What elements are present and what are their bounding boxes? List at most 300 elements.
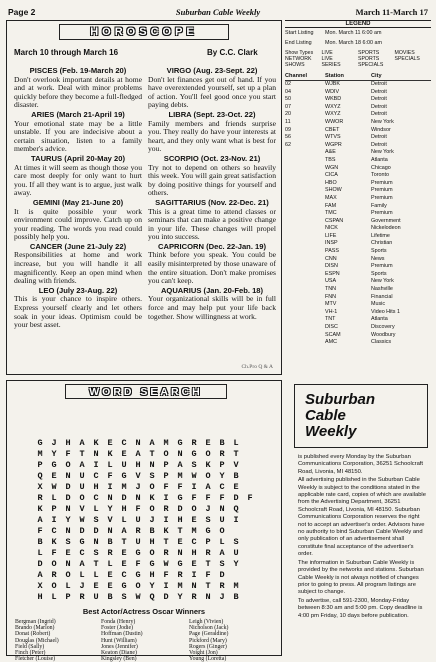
station-name: WTVS — [325, 134, 341, 141]
zodiac-forecast: At times it will seem as though those you care most deeply for only want to hurt you. If all they want is to argue, just walk away. — [14, 162, 142, 198]
show-type-label: NETWORK — [285, 56, 312, 62]
channel-row — [285, 256, 431, 264]
station-name: TNN — [325, 286, 337, 293]
grid-letter: G — [205, 526, 211, 536]
masthead-logo — [294, 384, 428, 448]
station-city: Sports — [371, 270, 387, 277]
station-city: Windsor — [371, 126, 391, 133]
channel-row — [285, 324, 431, 332]
grid-letter: N — [107, 526, 113, 536]
channel-row — [285, 271, 431, 279]
horoscope-credit: Ch.Pro Q & A — [241, 364, 273, 370]
grid-letter: F — [37, 526, 43, 536]
show-type-label: SPECIALS — [394, 56, 420, 62]
grid-letter: D — [93, 526, 99, 536]
grid-letter: I — [163, 493, 169, 503]
grid-letter: O — [79, 493, 85, 503]
station-name: WGPR — [325, 141, 342, 148]
grid-letter: J — [149, 515, 155, 525]
station-city: Sports — [371, 248, 387, 255]
channel-number — [285, 324, 325, 332]
show-type-label: SHOWS — [285, 62, 305, 68]
grid-letter: O — [149, 482, 155, 492]
horoscope-section — [6, 20, 282, 375]
grid-letter: O — [51, 581, 57, 591]
grid-letter: D — [177, 504, 183, 514]
channel-number — [285, 225, 325, 233]
word-list-item: Bergman (Ingrid) — [15, 619, 56, 625]
grid-letter: H — [37, 592, 43, 602]
grid-letter: D — [65, 493, 71, 503]
station-name: CBET — [325, 126, 340, 133]
grid-letter: T — [177, 526, 183, 536]
grid-letter: E — [121, 548, 127, 558]
grid-row — [33, 493, 257, 504]
word-list — [15, 619, 277, 662]
grid-letter: S — [121, 592, 127, 602]
column-header: City — [371, 73, 382, 79]
channel-row — [285, 195, 431, 203]
grid-letter: F — [163, 482, 169, 492]
grid-letter: N — [149, 460, 155, 470]
show-type-label: SPORTS — [358, 50, 380, 56]
grid-letter: G — [149, 559, 155, 569]
zodiac-forecast: Think before you speak. You could be easily misinterpreted by those unaware of the entire situation. Don't make promises you can't keep. — [148, 250, 276, 286]
grid-letter: G — [121, 581, 127, 591]
channel-row — [285, 339, 431, 347]
station-name: LIFE — [325, 232, 337, 239]
zodiac-sign-heading: CANCER (June 21-July 22) — [29, 241, 127, 251]
grid-row — [33, 449, 257, 460]
grid-letter: H — [191, 548, 197, 558]
grid-letter: I — [191, 482, 197, 492]
grid-letter: N — [107, 493, 113, 503]
grid-letter: D — [233, 493, 239, 503]
channel-row — [285, 316, 431, 324]
grid-letter: T — [93, 559, 99, 569]
word-list-item: Rogers (Ginger) — [189, 643, 227, 650]
channel-number — [285, 256, 325, 264]
channel-number — [285, 286, 325, 294]
station-name: MTV — [325, 301, 337, 308]
grid-letter: W — [191, 471, 197, 481]
word-list-item: Young (Loretta) — [189, 656, 227, 662]
grid-letter: Y — [177, 592, 183, 602]
grid-letter: S — [149, 471, 155, 481]
grid-letter: A — [79, 460, 85, 470]
grid-letter: I — [191, 570, 197, 580]
grid-letter: G — [121, 471, 127, 481]
channel-row — [285, 309, 431, 317]
channel-number — [285, 263, 325, 271]
station-city: Detroit — [371, 141, 387, 148]
station-name: VH-1 — [325, 308, 338, 315]
grid-letter: M — [233, 581, 239, 591]
grid-letter: L — [233, 438, 239, 448]
grid-row — [33, 570, 257, 581]
grid-letter: H — [121, 504, 127, 514]
grid-letter: I — [51, 515, 57, 525]
station-city: Premium — [371, 263, 393, 270]
channel-row — [285, 286, 431, 294]
channel-number — [285, 165, 325, 173]
station-name: TNT — [325, 316, 336, 323]
station-city: Detroit — [371, 103, 387, 110]
station-city: Discovery — [371, 324, 395, 330]
word-list-item: Fonda (Henry) — [101, 619, 136, 625]
zodiac-forecast: Try not to depend on others so heavily this week. You will gain great satisfaction by doing positive things for yourself and others. — [148, 162, 276, 198]
station-city: Detroit — [371, 134, 387, 141]
channel-number — [285, 332, 325, 340]
station-name: DISN — [325, 263, 338, 270]
grid-letter: E — [177, 537, 183, 547]
zodiac-sign-heading: PISCES (Feb. 19-March 20) — [29, 66, 127, 75]
channel-number — [285, 309, 325, 317]
channel-row — [285, 248, 431, 256]
channel-row — [285, 96, 431, 104]
show-type-label: Show Types — [285, 50, 314, 56]
grid-letter: N — [191, 581, 197, 591]
grid-letter: R — [219, 449, 225, 459]
grid-letter: G — [135, 548, 141, 558]
zodiac-forecast: Your emotional state may be a little unstable. If you are indecisive about a certain situation, listen to a family member's advice. — [14, 118, 142, 154]
grid-letter: M — [163, 438, 169, 448]
word-list-title: Best Actor/Actress Oscar Winners — [82, 607, 206, 616]
grid-letter: U — [121, 460, 127, 470]
grid-letter: O — [163, 449, 169, 459]
grid-letter: P — [51, 504, 57, 514]
grid-letter: K — [149, 493, 155, 503]
grid-letter: U — [79, 471, 85, 481]
channel-number: 20 — [285, 111, 291, 118]
grid-letter: O — [135, 581, 141, 591]
station-name: AMC — [325, 339, 337, 346]
channel-number: 04 — [285, 88, 291, 95]
channel-number — [285, 180, 325, 188]
grid-letter: F — [191, 493, 197, 503]
word-search-section — [6, 380, 282, 662]
channel-table-header — [285, 73, 431, 81]
grid-letter: R — [191, 438, 197, 448]
grid-letter: P — [37, 460, 43, 470]
grid-letter: G — [51, 460, 57, 470]
zodiac-forecast: This is your chance to inspire others. Express yourself clearly and let others soak in your ideas. Optimism could be your best asset. — [14, 294, 142, 330]
grid-letter: N — [65, 471, 71, 481]
channel-number — [285, 233, 325, 241]
channel-number — [285, 210, 325, 218]
grid-letter: Y — [233, 559, 239, 569]
station-name: USA — [325, 278, 337, 285]
grid-letter: M — [191, 526, 197, 536]
word-list-item: Keaton (Diane) — [101, 650, 137, 657]
word-list-item: Kingsley (Ben) — [101, 656, 137, 662]
grid-letter: A — [121, 526, 127, 536]
word-list-item: Foster (Jodie) — [101, 625, 134, 632]
channel-number — [285, 218, 325, 226]
channel-row — [285, 263, 431, 271]
grid-letter: E — [65, 548, 71, 558]
grid-letter: H — [135, 460, 141, 470]
page-number: Page 2 — [8, 7, 36, 17]
station-name: HBO — [325, 179, 337, 186]
logo-line: Weekly — [305, 423, 357, 440]
grid-letter: O — [65, 460, 71, 470]
word-list-item: Field (Sally) — [15, 643, 45, 650]
zodiac-sign-heading: AQUARIUS (Jan. 20-Feb. 18) — [160, 285, 264, 295]
station-city: Government — [371, 217, 401, 224]
zodiac-forecast: Your organizational skills will be in full force and may help put your life back together. Show willingness at work. — [148, 294, 276, 321]
station-name: PASS — [325, 248, 339, 255]
grid-letter: K — [107, 449, 113, 459]
grid-letter: I — [233, 515, 239, 525]
grid-letter: N — [65, 559, 71, 569]
grid-row — [33, 460, 257, 471]
grid-letter: F — [51, 548, 57, 558]
grid-letter: D — [79, 526, 85, 536]
grid-letter: P — [65, 592, 71, 602]
station-city: News — [371, 255, 385, 262]
grid-letter: P — [219, 460, 225, 470]
station-name: NICK — [325, 225, 338, 232]
station-city: Video Hits 1 — [371, 308, 400, 315]
station-city: Premium — [371, 194, 393, 201]
grid-letter: R — [163, 548, 169, 558]
grid-letter: A — [135, 449, 141, 459]
station-name: ESPN — [325, 270, 340, 277]
grid-letter: S — [65, 537, 71, 547]
grid-letter: M — [121, 482, 127, 492]
grid-letter: F — [135, 504, 141, 514]
grid-letter: G — [177, 559, 183, 569]
show-type-label: SPECIALS — [358, 62, 384, 68]
channel-row — [285, 104, 431, 112]
grid-letter: E — [233, 482, 239, 492]
channel-row — [285, 165, 431, 173]
grid-letter: L — [51, 493, 57, 503]
channel-row — [285, 218, 431, 226]
grid-letter: F — [135, 559, 141, 569]
masthead-paragraph: To advertise, call 591-2300, Monday-Friday between 8:30 am and 5:00 pm. Copy deadline is 4:00 pm Friday, 10 days before publication. — [298, 597, 423, 619]
station-city: Chicago — [371, 164, 391, 171]
grid-letter: B — [149, 526, 155, 536]
grid-letter: O — [205, 449, 211, 459]
channel-number — [285, 187, 325, 195]
grid-letter: A — [205, 482, 211, 492]
channel-row — [285, 233, 431, 241]
station-name: TMC — [325, 210, 337, 217]
grid-letter: C — [219, 482, 225, 492]
grid-row — [33, 482, 257, 493]
station-city: Atlanta — [371, 156, 388, 163]
channel-row — [285, 89, 431, 97]
grid-letter: R — [51, 570, 57, 580]
word-list-item: Leigh (Vivien) — [189, 619, 224, 625]
grid-letter: S — [205, 515, 211, 525]
grid-letter: C — [93, 471, 99, 481]
grid-letter: A — [37, 570, 43, 580]
grid-letter: R — [79, 592, 85, 602]
grid-letter: A — [79, 559, 85, 569]
grid-letter: O — [219, 526, 225, 536]
word-list-item: Donat (Robert) — [15, 631, 51, 638]
word-list-item: Fletcher (Louise) — [15, 656, 56, 662]
grid-letter: L — [107, 460, 113, 470]
grid-letter: O — [205, 471, 211, 481]
channel-number — [285, 301, 325, 309]
grid-letter: A — [177, 460, 183, 470]
station-city: Classics — [371, 339, 392, 346]
grid-letter: J — [135, 482, 141, 492]
channel-row — [285, 142, 431, 150]
station-city: Detroit — [371, 88, 387, 95]
grid-letter: Y — [51, 449, 57, 459]
channel-row — [285, 278, 431, 286]
grid-letter: O — [65, 570, 71, 580]
grid-letter: E — [191, 515, 197, 525]
station-city: Detroit — [371, 111, 387, 118]
grid-letter: F — [177, 482, 183, 492]
grid-letter: D — [121, 493, 127, 503]
station-name: TBS — [325, 156, 336, 163]
station-name: A&E — [325, 149, 336, 156]
grid-letter: U — [93, 592, 99, 602]
show-type-label — [395, 62, 432, 68]
grid-row — [33, 526, 257, 537]
grid-letter: V — [233, 460, 239, 470]
grid-letter: I — [107, 482, 113, 492]
grid-letter: N — [205, 592, 211, 602]
grid-letter: T — [149, 449, 155, 459]
grid-letter: P — [163, 471, 169, 481]
grid-letter: E — [205, 438, 211, 448]
grid-letter: K — [93, 438, 99, 448]
grid-letter: F — [219, 493, 225, 503]
grid-letter: J — [79, 581, 85, 591]
grid-letter: F — [205, 493, 211, 503]
horoscope-date-range: March 10 through March 16 — [14, 48, 119, 57]
station-city: Nashville — [371, 286, 393, 293]
word-list-item: Nicholson (Jack) — [189, 625, 229, 632]
grid-letter: H — [93, 482, 99, 492]
grid-letter: J — [219, 592, 225, 602]
grid-letter: A — [149, 438, 155, 448]
channel-number — [285, 240, 325, 248]
masthead-paragraph: The information in Suburban Cable Weekly is provided by the networks and stations. Suburban Cable Weekly is not always notified of changes prior to going to press. All program listings are subject to change. — [298, 559, 424, 596]
channel-number — [285, 203, 325, 211]
grid-row — [33, 548, 257, 559]
zodiac-sign-heading: SAGITTARIUS (Nov. 22-Dec. 21) — [155, 197, 269, 207]
channel-row — [285, 301, 431, 309]
channel-number: 02 — [285, 81, 291, 87]
grid-letter: L — [219, 537, 225, 547]
channel-row — [285, 203, 431, 211]
station-name: CICA — [325, 172, 338, 179]
grid-letter: B — [233, 592, 239, 602]
grid-letter: G — [191, 449, 197, 459]
grid-letter: S — [93, 548, 99, 558]
grid-letter: K — [205, 460, 211, 470]
zodiac-sign-heading: SCORPIO (Oct. 23-Nov. 21) — [163, 153, 261, 163]
grid-letter: Q — [37, 471, 43, 481]
grid-letter: R — [163, 504, 169, 514]
grid-letter: R — [107, 548, 113, 558]
channel-row — [285, 149, 431, 157]
zodiac-forecast: Responsibilities at home and work increase, but you will handle it all magnificently. Keep an open mind when dealing with friends. — [14, 250, 142, 286]
grid-letter: E — [107, 570, 113, 580]
grid-letter: S — [191, 460, 197, 470]
station-name: WXYZ — [325, 111, 341, 118]
grid-letter: R — [135, 526, 141, 536]
grid-row — [33, 592, 257, 603]
column-header: Station — [325, 73, 344, 79]
grid-letter: L — [121, 515, 127, 525]
zodiac-sign-heading: ARIES (March 21-April 19) — [31, 109, 125, 119]
station-name: WGN — [325, 164, 339, 171]
logo-line: Suburban — [305, 391, 375, 408]
grid-letter: D — [37, 559, 43, 569]
grid-letter: L — [107, 559, 113, 569]
grid-letter: V — [79, 504, 85, 514]
grid-letter: D — [163, 592, 169, 602]
show-type-label: SERIES — [321, 62, 341, 68]
channel-number: 62 — [285, 141, 291, 148]
word-list-item: Finch (Peter) — [15, 650, 46, 657]
grid-letter: G — [79, 537, 85, 547]
grid-letter: Q — [233, 504, 239, 514]
station-name: CSPAN — [325, 217, 344, 224]
publication-title: Suburban Cable Weekly — [175, 7, 261, 17]
station-city: New York — [371, 278, 394, 285]
grid-letter: R — [37, 493, 43, 503]
grid-letter: Y — [149, 581, 155, 591]
zodiac-forecast: Don't overlook important details at home and at work. Deal with minor problems quickly before they become a full-fledged disaster. — [14, 74, 142, 110]
grid-letter: T — [79, 449, 85, 459]
grid-letter: H — [65, 438, 71, 448]
legend-value: Mon. March 11 6:00 am — [325, 30, 382, 36]
grid-row — [33, 581, 257, 592]
station-city: Woodbury — [371, 331, 396, 338]
grid-letter: L — [65, 581, 71, 591]
zodiac-sign-heading: LEO (July 23-Aug. 22) — [38, 285, 118, 295]
grid-letter: L — [37, 548, 43, 558]
station-name: MAX — [325, 194, 337, 201]
channel-row — [285, 81, 431, 89]
grid-letter: T — [233, 449, 239, 459]
grid-letter: P — [205, 537, 211, 547]
word-list-item: Douglas (Michael) — [15, 637, 59, 644]
grid-letter: E — [121, 449, 127, 459]
channel-number: 50 — [285, 96, 291, 103]
grid-letter: A — [79, 438, 85, 448]
grid-letter: J — [51, 438, 57, 448]
legend-value: Mon. March 18 6:00 am — [325, 40, 382, 46]
channel-legend — [285, 20, 431, 368]
grid-letter: K — [37, 504, 43, 514]
grid-letter: B — [219, 438, 225, 448]
station-city: Atlanta — [371, 316, 388, 323]
grid-row — [33, 438, 257, 449]
channel-number — [285, 339, 325, 347]
masthead-section — [290, 384, 432, 656]
grid-letter: W — [135, 592, 141, 602]
zodiac-sign-heading: TAURUS (April 20-May 20) — [31, 153, 125, 163]
channel-number: 11 — [285, 118, 291, 125]
grid-letter: L — [93, 570, 99, 580]
channel-row — [285, 210, 431, 218]
station-city: Financial — [371, 293, 393, 300]
channel-row — [285, 134, 431, 142]
grid-letter: H — [149, 570, 155, 580]
